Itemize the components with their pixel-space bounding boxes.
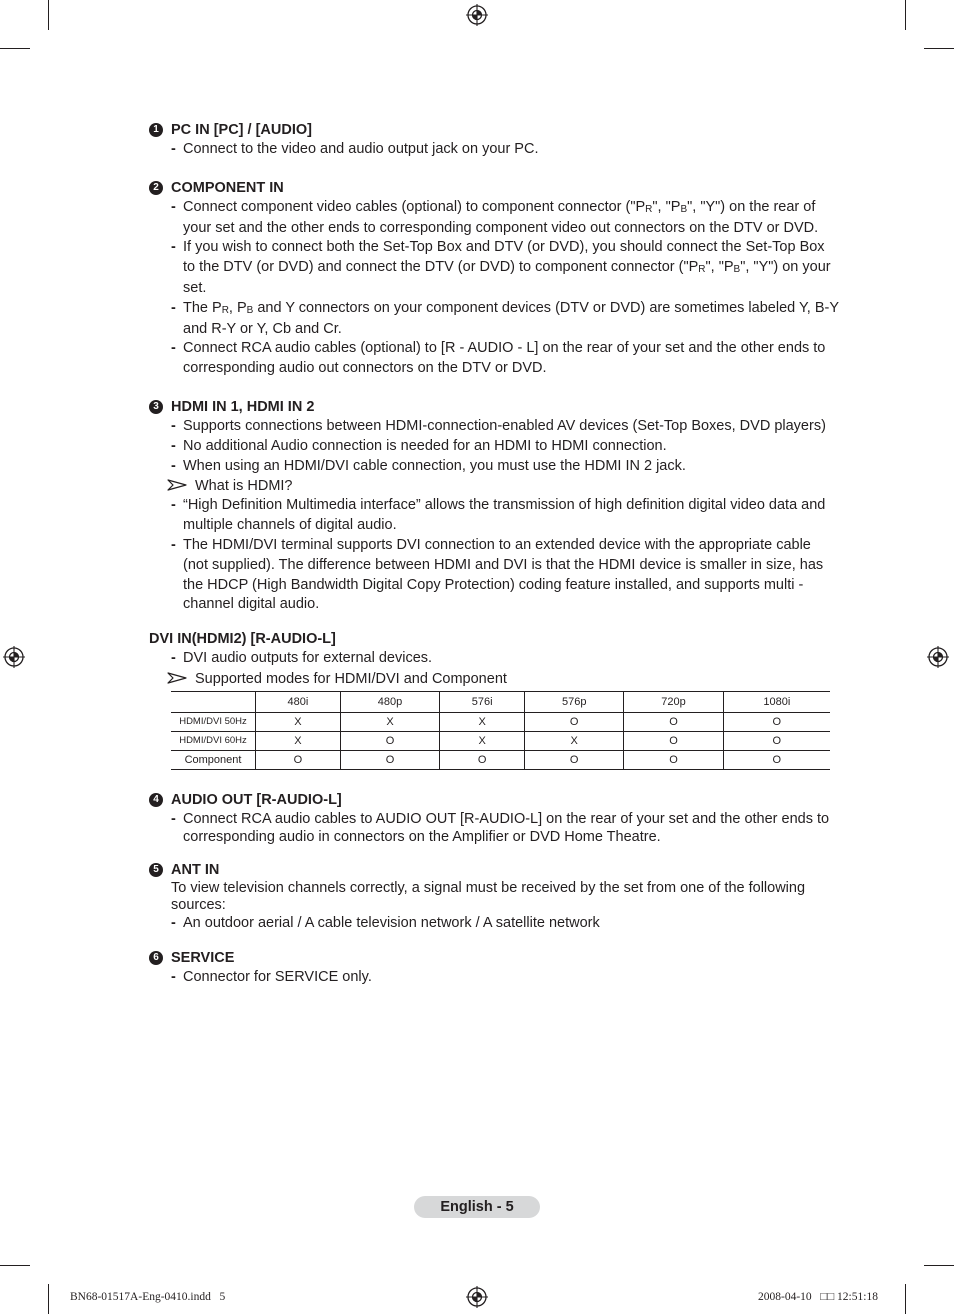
table-cell: X bbox=[440, 731, 525, 750]
table-row bbox=[171, 731, 830, 750]
section-heading bbox=[149, 790, 839, 810]
list-item: - Supports connections between HDMI-connection-enabled AV devices (Set-Top Boxes, DVD players) bbox=[171, 417, 826, 434]
section-title: ANT IN bbox=[171, 861, 220, 878]
list-item: - An outdoor aerial / A cable television network / A satellite network bbox=[171, 914, 600, 931]
list-item: - Connect component video cables (optional) to component connector ("$P_R$", "$P_B$", "Y") on the rear of your set and the other ends to corresponding component video out connectors on the DTV or DVD. bbox=[171, 198, 819, 236]
column-header: 576p bbox=[525, 691, 624, 712]
page-number-badge: English - 5 bbox=[414, 1196, 540, 1218]
list-item: - DVI audio outputs for external devices. bbox=[171, 650, 433, 667]
row-label: HDMI/DVI 60Hz bbox=[171, 731, 256, 750]
table-cell: X bbox=[256, 712, 341, 731]
table-cell: X bbox=[340, 712, 439, 731]
supported-modes-table bbox=[171, 691, 830, 770]
table-cell: O bbox=[723, 712, 830, 731]
crop-mark bbox=[905, 0, 906, 30]
crop-mark bbox=[924, 48, 954, 49]
table-cell: O bbox=[440, 750, 525, 769]
section-heading bbox=[149, 860, 839, 880]
table-header-row bbox=[171, 691, 830, 712]
crop-mark bbox=[0, 48, 30, 49]
list-item: - “High Definition Multimedia interface” allows the transmission of high definition digital video data and multiple channels of digital audio. bbox=[171, 497, 826, 534]
section-heading bbox=[149, 948, 839, 968]
table-cell: O bbox=[340, 750, 439, 769]
note-line: Supported modes for HDMI/DVI and Component bbox=[149, 669, 839, 689]
list-item: - The $P_R$, $P_B$ and Y connectors on your component devices (DTV or DVD) are sometimes labeled Y, B-Y and R-Y or Y, Cb and Cr. bbox=[171, 299, 839, 337]
section-title: SERVICE bbox=[171, 949, 235, 966]
table-row bbox=[171, 750, 830, 769]
print-slug-file: BN68-01517A-Eng-0410.indd 5 bbox=[70, 1291, 226, 1303]
section-number-badge: 2 bbox=[149, 181, 163, 195]
crop-mark bbox=[924, 1265, 954, 1266]
table-cell: O bbox=[525, 750, 624, 769]
list-item: - When using an HDMI/DVI cable connection, you must use the HDMI IN 2 jack. bbox=[171, 457, 686, 474]
column-header: 576i bbox=[440, 691, 525, 712]
section-title: PC IN [PC] / [AUDIO] bbox=[171, 122, 312, 138]
column-header: 720p bbox=[624, 691, 723, 712]
list-item: - Connector for SERVICE only. bbox=[171, 968, 372, 985]
section-title: HDMI IN 1, HDMI IN 2 bbox=[171, 398, 315, 415]
table-cell: X bbox=[525, 731, 624, 750]
section-number-badge: 6 bbox=[149, 951, 163, 965]
section-heading bbox=[149, 629, 839, 649]
crop-mark bbox=[48, 1284, 49, 1314]
table-cell: O bbox=[723, 731, 830, 750]
list-item: - Connect RCA audio cables to AUDIO OUT [R-AUDIO-L] on the rear of your set and the other ends to corresponding audio in connectors on the Amplifier or DVD Home Theatre. bbox=[171, 810, 830, 845]
crop-mark bbox=[48, 0, 49, 30]
section-title: DVI IN(HDMI2) [R-AUDIO-L] bbox=[149, 631, 336, 648]
section-title: COMPONENT IN bbox=[171, 179, 284, 196]
column-header: 1080i bbox=[723, 691, 830, 712]
section-title: AUDIO OUT [R-AUDIO-L] bbox=[171, 791, 342, 808]
column-header: 480p bbox=[340, 691, 439, 712]
registration-mark-icon bbox=[466, 1286, 488, 1308]
table-row bbox=[171, 712, 830, 731]
table-cell: O bbox=[723, 750, 830, 769]
note-arrow-icon bbox=[167, 479, 187, 491]
list-item: - The HDMI/DVI terminal supports DVI connection to an extended device with the appropriate cable (not supplied). The difference between HDMI and DVI is that the HDMI device is smaller in size, has the HDCP (High Bandwidth Digital Copy Protection) coding feature installed, and supports multi - channel digital audio. bbox=[171, 536, 824, 613]
list-item: - If you wish to connect both the Set-Top Box and DTV (or DVD), you should connect the Set-Top Box to the DTV (or DVD) and connect the DTV (or DVD) to component connector ("$P_R$", "$P_B$", "Y") on your set. bbox=[171, 239, 831, 296]
table-cell: O bbox=[256, 750, 341, 769]
registration-mark-icon bbox=[3, 646, 25, 668]
section-heading bbox=[149, 120, 839, 140]
table-cell: X bbox=[440, 712, 525, 731]
row-label: HDMI/DVI 50Hz bbox=[171, 712, 256, 731]
table-cell: O bbox=[624, 712, 723, 731]
table-cell: O bbox=[525, 712, 624, 731]
section-heading bbox=[149, 178, 839, 198]
table-cell: X bbox=[256, 731, 341, 750]
note-arrow-icon bbox=[167, 672, 187, 684]
column-header: 480i bbox=[256, 691, 341, 712]
section-number-badge: 3 bbox=[149, 400, 163, 414]
section-number-badge: 5 bbox=[149, 863, 163, 877]
crop-mark bbox=[0, 1265, 30, 1266]
registration-mark-icon bbox=[927, 646, 949, 668]
table-cell: O bbox=[624, 731, 723, 750]
section-number-badge: 4 bbox=[149, 793, 163, 807]
page-content bbox=[149, 120, 839, 988]
note-line: What is HDMI? bbox=[149, 476, 839, 496]
list-item: - Connect RCA audio cables (optional) to [R - AUDIO - L] on the rear of your set and the other ends to corresponding audio out connectors on the DTV or DVD. bbox=[171, 340, 826, 377]
list-item: - No additional Audio connection is needed for an HDMI to HDMI connection. bbox=[171, 437, 667, 454]
crop-mark bbox=[905, 1284, 906, 1314]
table-cell: O bbox=[340, 731, 439, 750]
section-number-badge: 1 bbox=[149, 123, 163, 137]
print-slug-timestamp: 2008-04-10 □□ 12:51:18 bbox=[758, 1291, 878, 1303]
list-item: - Connect to the video and audio output jack on your PC. bbox=[171, 141, 539, 157]
table-cell: O bbox=[624, 750, 723, 769]
section-heading bbox=[149, 397, 839, 417]
row-label: Component bbox=[171, 750, 256, 769]
registration-mark-icon bbox=[466, 4, 488, 26]
paragraph: To view television channels correctly, a signal must be received by the set from one of the following sources: bbox=[171, 879, 806, 913]
